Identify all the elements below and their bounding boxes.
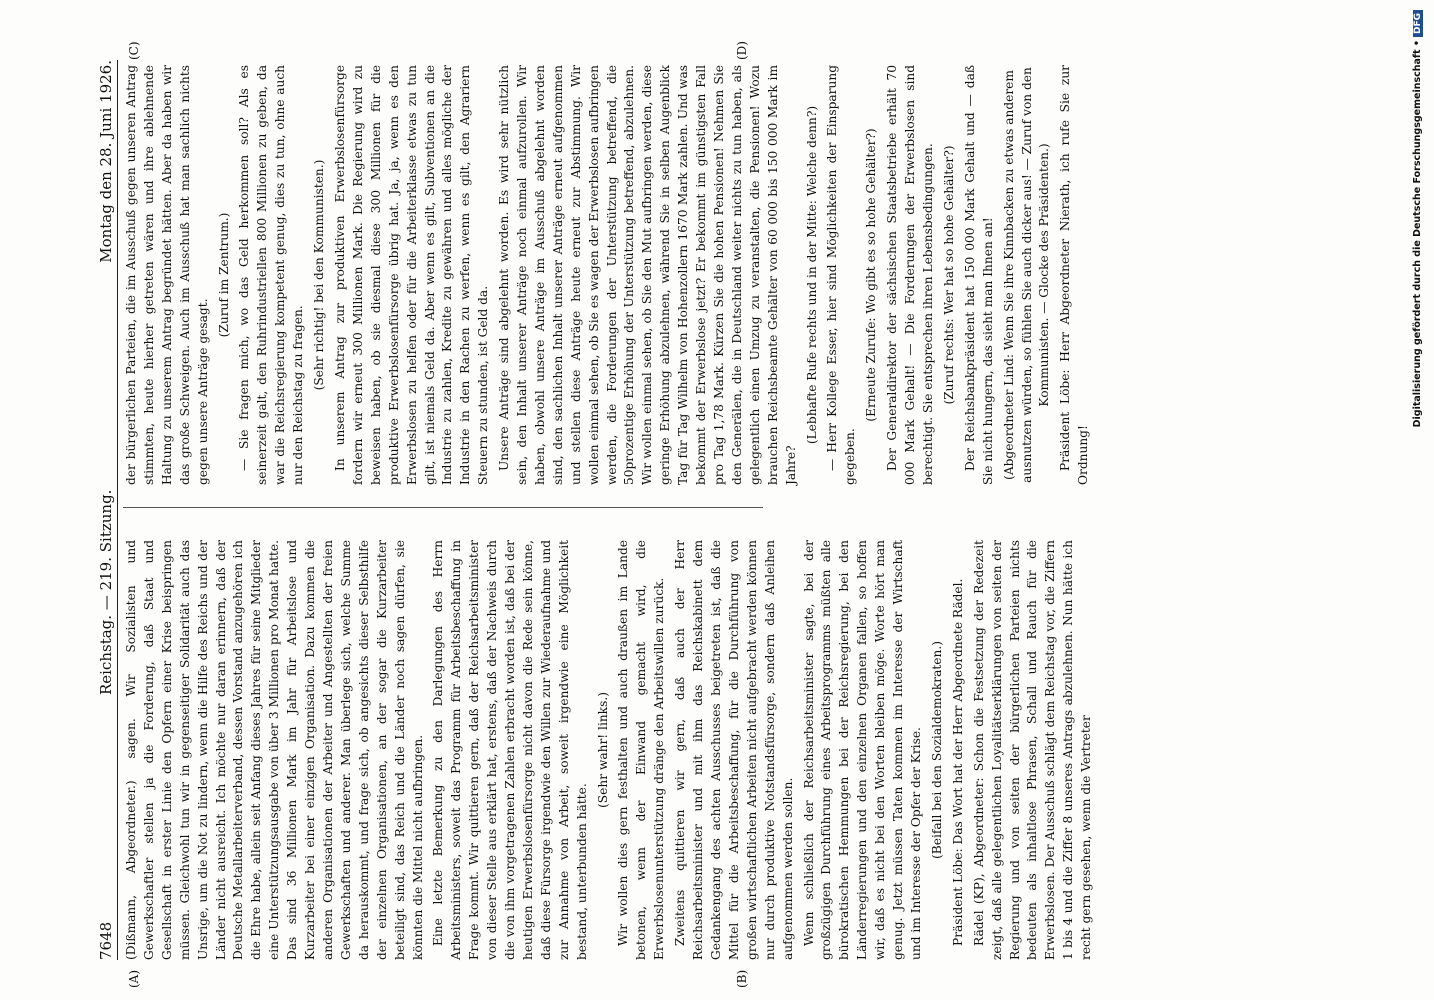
speaker-paragraph: Rädel (KP), Abgeordneter: Schon die Festsetzung der Redezeit zeigt, daß alle gelegentlichen Loyalitätserklärungen von seiten der Regierung und von seiten der bürgerlichen Parteien nichts bedeuten als inhaltlose Phrasen, Schall und Rauch für die Erwerbslosen. Der Ausschuß schlägt dem Reichstag vor, die Ziffern 1 bis 4 und die Ziffer 8 unseres Antrags abzulehnen. Nun hätte ich recht gern gesehen, wenn die Vertreter: [971, 540, 1094, 960]
paragraph: Der Reichsbankpräsident hat 150 000 Mark Gehalt und — daß Sie nicht hungern, das sieht man Ihnen an!: [962, 65, 995, 485]
interjection: (Abgeordneter Lind: Wenn Sie ihre Kinnbacken zu etwas anderem ausnutzen würden, so fühlen Sie auch dicker aus! — Zuruf von den Kommunisten. — Glocke des Präsidenten.): [1001, 67, 1052, 483]
interjection: (Lebhafte Rufe rechts und in der Mitte: Welche denn?): [804, 105, 819, 445]
margin-mark-d: (D): [735, 41, 749, 60]
paragraph: der bürgerlichen Parteien, die im Ausschuß gegen unseren Antrag stimmten, heute hierher getreten wären und ihre ablehnende Haltung zu unserem Antrag begründet hätten. Aber da haben wir das große Schweigen. Auch im Ausschuß hat man sachlich nichts gegen unsere Anträge gesagt.: [124, 65, 210, 485]
page-header: [95, 60, 118, 960]
session-title: Reichstag. — 219. Sitzung.: [97, 489, 115, 696]
sidebar-credit: [1408, 10, 1432, 990]
interjection: (Beifall bei den Sozialdemokraten.): [929, 641, 944, 859]
paragraph: Unsere Anträge sind abgelehnt worden. Es wird sehr nützlich sein, den Inhalt unserer Anträge noch einmal aufzurollen. Wir haben, obwohl unsere Anträge im Ausschuß abgelehnt worden sind, den sachlichen Inhalt unserer Anträge erneut aufgenommen und stellen diese Anträge heute erneut zur Abstimmung. Wir wollen einmal sehen, ob Sie es wagen der Erwerbslosen aufbringen werden, die Forderungen der Unterstützung betreffend, die 50prozentige Erhöhung der Unterstützung betreffend, abzulehnen. Wir wollen einmal sehen, ob Sie den Mut aufbringen werden, diese geringe Erhöhung abzulehnen, während Sie in selben Augenblick Tag für Tag Wilhelm von Hohenzollern 1670 Mark zahlen. Und was bekommt der Erwerbslose jetzt? Er bekommt im günstigsten Fall pro Tag 1,78 Mark. Kürzen Sie die hohen Pensionen! Nehmen Sie den Generälen, die in Deutschland weiter nichts zu tun haben, als gelegentlich einen Umzug zu veranstalten, die Pensionen! Wozu brauchen Reichsbeamte Gehälter von 60 000 bis 150 000 Mark im Jahre?: [497, 65, 798, 485]
speaker-paragraph: Präsident Löbe: Das Wort hat der Herr Abgeordnete Rädel.: [950, 578, 965, 946]
paragraph: (Dißmann, Abgeordneter.) sagen. Wir Sozialisten und Gewerkschaftler stellen ja die Forderung, daß Staat und Gesellschaft in erster Linie den Opfern einer Krise beispringen müssen. Gleichwohl tun wir in gegenseitiger Solidarität auch das Unsrige, um die Not zu lindern, wenn die Hilfe des Reichs und der Länder nicht ausreicht. Ich möchte nur daran erinnern, daß der Deutsche Metallarbeiterverband, dessen Vorstand anzugehören ich die Ehre habe, allein seit Anfang dieses Jahres für seine Mitglieder eine Unterstützungsausgabe von über 3 Millionen pro Monat hatte. Das sind 36 Millionen Mark im Jahr für Arbeitslose und Kurzarbeiter bei einer einzigen Organisation. Dazu kommen die anderen Organisationen der Arbeiter und Angestellten der freien Gewerkschaften und anderer. Man überlege sich, welche Summe da herauskommt, und frage sich, ob angesichts dieser Selbsthilfe der einzelnen Organisationen, an der sogar die Kurzarbeiter beteiligt sind, das Reich und die Länder noch sagen dürfen, sie könnten die Mittel nicht aufbringen.: [124, 540, 425, 960]
interjection: (Zuruf im Zentrum.): [216, 212, 231, 338]
column-separator: [123, 507, 763, 508]
interjection: (Sehr richtig! bei den Kommunisten.): [312, 159, 327, 391]
rotated-page-content: [95, 40, 1395, 988]
paragraph: — Herr Kollege Esser, hier sind Möglichkeiten der Einsparung gegeben.: [825, 65, 858, 485]
speaker-paragraph: Präsident Löbe: Herr Abgeordneter Nierath, ich rufe Sie zur Ordnung!: [1058, 65, 1091, 485]
interjection: (Zuruf rechts: Wer hat so hohe Gehälter?): [941, 145, 956, 405]
paragraph: Eine letzte Bemerkung zu den Darlegungen des Herrn Arbeitsministers, soweit das Programm für Arbeitsbeschaffung in Frage kommt. Wir quittieren gern, daß der Reichsarbeitsminister von dieser Stelle aus erklärt hat, erstens, daß der Nachweis durch die von ihm vorgetragenen Zahlen erbracht worden ist, daß bei der heutigen Erwerbslosenfürsorge nicht davon die Rede sein könne, daß diese Fürsorge irgendwie den Willen zur Wiederaufnahme und zur Annahme von Arbeit, soweit irgendwie eine Möglichkeit bestand, unterbunden hätte.: [431, 540, 589, 960]
dfg-logo: DFG: [1413, 10, 1423, 37]
left-column: [123, 540, 1099, 960]
paragraph: Wir wollen dies gern festhalten und auch draußen im Lande betonen, wenn der Einwand gemacht wird, die Erwerbslosenunterstützung dränge den Arbeitswillen zurück.: [616, 540, 667, 960]
paragraph: Der Generaldirektor der sächsischen Staatsbetriebe erhält 70 000 Mark Gehalt! — Die Forderungen der Erwerbslosen sind berechtigt. Sie entsprechen ihren Lebensbedingungen.: [885, 65, 935, 485]
interjection: (Erneute Zurufe: Wo gibt es so hohe Gehälter?): [864, 128, 879, 422]
right-column: [123, 65, 1096, 485]
paragraph: Zweitens quittieren wir gern, daß auch der Herr Reichsarbeitsminister und mit ihm das Reichskabinett dem Gedankengang des achten Ausschusses beigetreten ist, daß die Mittel für die Arbeitsbeschaffung, für die Durchführung von großen wirtschaftlichen Arbeiten nicht aufgebracht werden können nur durch produktive Notstandsfürsorge, sondern daß Anleihen aufgenommen werden sollen.: [673, 540, 795, 960]
margin-mark-b: (B): [735, 969, 749, 988]
paragraph: — Sie fragen mich, wo das Geld herkommen soll? Als es seinerzeit galt, den Ruhrindustriellen 800 Millionen zu geben, da war die Reichsregierung kompetent genug, dies zu tun, ohne auch nur den Reichstag zu fragen.: [237, 65, 306, 485]
interjection: (Sehr wahr! links.): [595, 692, 610, 808]
page-number: 7648: [97, 921, 115, 960]
credit-text-wrapper: [1412, 10, 1423, 990]
margin-mark-a: (A): [127, 969, 141, 988]
paragraph: In unserem Antrag zur produktiven Erwerbslosenfürsorge fordern wir erneut 300 Millionen Mark. Die Regierung wird zu beweisen haben, ob sie diesmal diese 300 Millionen für die produktive Erwerbslosenfürsorge übrig hat. Ja, ja, wenn es den Erwerbslosen zu helfen oder für die Arbeiterklasse etwas zu tun gilt, ist niemals Geld da. Aber wenn es gilt, Subventionen an die Industrie zu zahlen, Kredite zu gewähren und alles mögliche der Industrie in den Rachen zu werfen, wenn es gilt, den Agrariern Steuern zu stunden, ist Geld da.: [332, 65, 491, 485]
paragraph: Wenn schließlich der Reichsarbeitsminister sagte, bei der großzügigen Durchführung eines Arbeitsprogramms müßten alle bürokratischen Hemmungen bei der Reichsregierung, bei den Länderregierungen und den einzelnen Organen fallen, so hoffen wir, daß es nicht bei den Worten bleiben möge. Worte hört man genug. Jetzt müssen Taten kommen im Interesse der Wirtschaft und im Interesse der Opfer der Krise.: [801, 540, 923, 960]
credit-text: Digitalisierung gefördert durch die Deutsche Forschungsgemeinschaft •: [1412, 40, 1423, 428]
session-date: Montag den 28. Juni 1926.: [97, 60, 115, 263]
margin-mark-c: (C): [127, 41, 141, 60]
